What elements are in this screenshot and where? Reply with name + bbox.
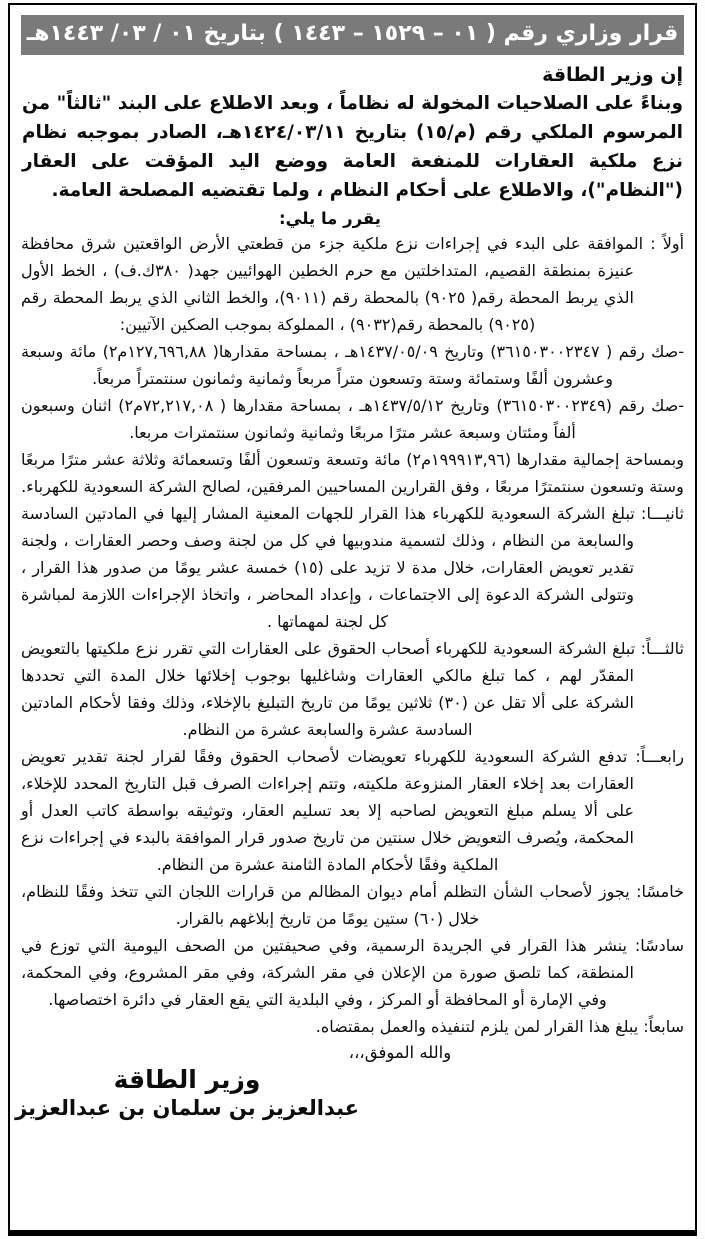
clause-fifth-text: يجوز لأصحاب الشأن التظلم أمام ديوان المظالم من قرارات اللجان التي تتخذ وفقًا للنظام، خلال (٦٠) ستين يومًا من تاريخ إبلاغهم بالقرار.	[21, 882, 630, 928]
signature-block	[15, 1065, 359, 1120]
clause-second-text: تبلغ الشركة السعودية للكهرباء هذا القرار للجهات المعنية المشار إليها في المادتين السادسة والسابعة من النظام ، وذلك لتسمية مندوبيها في كل من لجنة وصف وحصر العقارات ، ولجنة تقدير تعويض العقارات، خلال مدة لا تزيد على (١٥) خمسة عشر يومًا من صدور هذا القرار ، وتتولى الشركة الدعوة إلى الاجتماعات ، وإعداد المحاضر ، واتخاذ الإجراءات اللازمة لمباشرة كل لجنة لمهماتها .	[21, 504, 635, 631]
deed-line-2: -صك رقم (٣٦١٥٠٣٠٠٢٣٤٩) وتاريخ ١٤٣٧/٥/١٢هـ ، بمساحة مقدارها ( ٧٢,٢١٧,٠٨م٢) اثنان وسبعون ألفاً ومئتان وسبعة عشر مترًا مربعًا وثمانية وثمانون سنتمترات مربعا.	[21, 396, 685, 442]
clause-sixth-text: ينشر هذا القرار في الجريدة الرسمية، وفي صحيفتين من الصحف اليومية التي توزع في المنطقة، كما تلصق صورة من الإعلان في مقر الشركة، وفي مقر المشروع، وفي المحكمة، وفي الإمارة أو المحافظة أو المركز ، وفي البلدية التي يقع العقار في دائرة اختصاصها.	[21, 936, 634, 1009]
clause-fourth	[21, 743, 684, 878]
decree-title: قرار وزاري رقم ( ٠١ – ١٥٢٩ – ١٤٤٣ ) بتاريخ ٠١ / ٠٣/ ١٤٤٣هـ	[26, 21, 679, 46]
page-frame	[8, 3, 697, 1236]
clause-sixth-label: سادسًا:	[627, 936, 684, 955]
signature-title: وزير الطاقة	[113, 1065, 261, 1094]
decree-intro: يقرر ما يلي:	[279, 209, 381, 228]
clause-fourth-text: تدفع الشركة السعودية للكهرباء تعويضات لأصحاب الحقوق وفقًا لقرار لجنة تقدير تعويض العقارات بعد إخلاء العقار المنزوعة ملكيته، وتتم إجراءات الصرف قبل التاريخ المحدد للإخلاء، على ألا يسلم مبلغ التعويض لصاحبه إلا بعد تسليم العقار، وتوثيقه بواسطة كاتب العدل أو المحكمة، ويُصرف التعويض خلال سنتين من تاريخ صدور قرار الموافقة بالبدء في إجراءات نزع الملكية وفقًا لأحكام المادة الثامنة عشرة من النظام.	[21, 747, 634, 874]
closing-phrase: والله الموفق،،،	[348, 1043, 452, 1062]
clause-seventh-label: سابعاً:	[638, 1017, 684, 1036]
deed-line-1: -صك رقم ( ٣٦١٥٠٣٠٠٢٣٤٧) وتاريخ ١٤٣٧/٠٥/٠٩هـ ، بمساحة مقدارها( ١٢٧,٦٩٦,٨٨م٢) مائة وسبعة وعشرون ألفًا وستمائة وستة وتسعون متراً مربعاً وثمانية وثمانون سنتمتراً مربعاً.	[21, 342, 685, 388]
clause-fifth-label: خامسًا:	[629, 882, 684, 901]
clause-seventh	[21, 1013, 684, 1040]
clause-third	[21, 635, 684, 743]
clause-third-label: ثالثـــاً:	[635, 639, 684, 658]
preamble-paragraph: وبناءً على الصلاحيات المخولة له نظاماً ، وبعد الاطلاع على البند "ثالثاً" من المرسوم الملكي رقم (م/١٥) بتاريخ ١٤٢٤/٠٣/١١هـ، الصادر بموجبه نظام نزع ملكية العقارات للمنفعة العامة ووضع اليد المؤقت على العقار ("النظام")، والاطلاع على أحكام النظام ، ولما تقتضيه المصلحة العامة.	[22, 93, 683, 201]
clause-second-label: ثانيـــا:	[634, 504, 684, 523]
clause-third-text: تبلغ الشركة السعودية للكهرباء أصحاب الحقوق على العقارات التي تقرر نزع ملكيتها بالتعويض المقدّر لهم ، كما تبلغ مالكي العقارات وشاغليها بوجوب إخلائها خلال المدة التي تحددها الشركة على ألا تقل عن (٣٠) ثلاثين يومًا من تاريخ التبليغ بالإخلاء، وذلك وفقا لأحكام المادتين السادسة عشرة والسابعة عشرة من النظام.	[21, 639, 636, 739]
clause-first-label: أولاً :	[643, 234, 685, 253]
clause-fourth-label: رابعـــاً:	[627, 747, 684, 766]
total-area-line: وبمساحة إجمالية مقدارها (١٩٩٩١٣,٩٦م٢) مائة وتسعة وتسعون ألفًا وتسعمائة وثلاثة عشر مترًا مربعًا وستة وتسعون سنتمترًا مربعًا ، وفق القرارين المساحيين المرفقين، لصالح الشركة السعودية للكهرباء.	[21, 450, 684, 496]
clause-second	[21, 500, 684, 635]
decree-header-bar	[21, 15, 684, 55]
clause-first	[21, 230, 684, 338]
clause-first-text: الموافقة على البدء في إجراءات نزع ملكية جزء من قطعتي الأرض الواقعتين شرق محافظة عنيزة بمنطقة القصيم، المتداخلتين مع حرم الخطين الهوائيين جهد( ٣٨٠ك.ف) ، الخط الأول الذي يربط المحطة رقم( ٩٠٢٥) بالمحطة رقم (٩٠١١)، والخط الثاني الذي يربط المحطة رقم (٩٠٢٥) بالمحطة رقم(٩٠٣٢) ، المملوكة بموجب الصكين الآتيين:	[21, 234, 644, 334]
signature-name: عبدالعزيز بن سلمان بن عبدالعزيز	[15, 1096, 359, 1120]
minister-salutation: إن وزير الطاقة	[542, 64, 683, 86]
clause-fifth	[21, 878, 684, 932]
clause-sixth	[21, 932, 684, 1013]
clause-seventh-text: يبلغ هذا القرار لمن يلزم لتنفيذه والعمل بمقتضاه.	[315, 1017, 639, 1036]
